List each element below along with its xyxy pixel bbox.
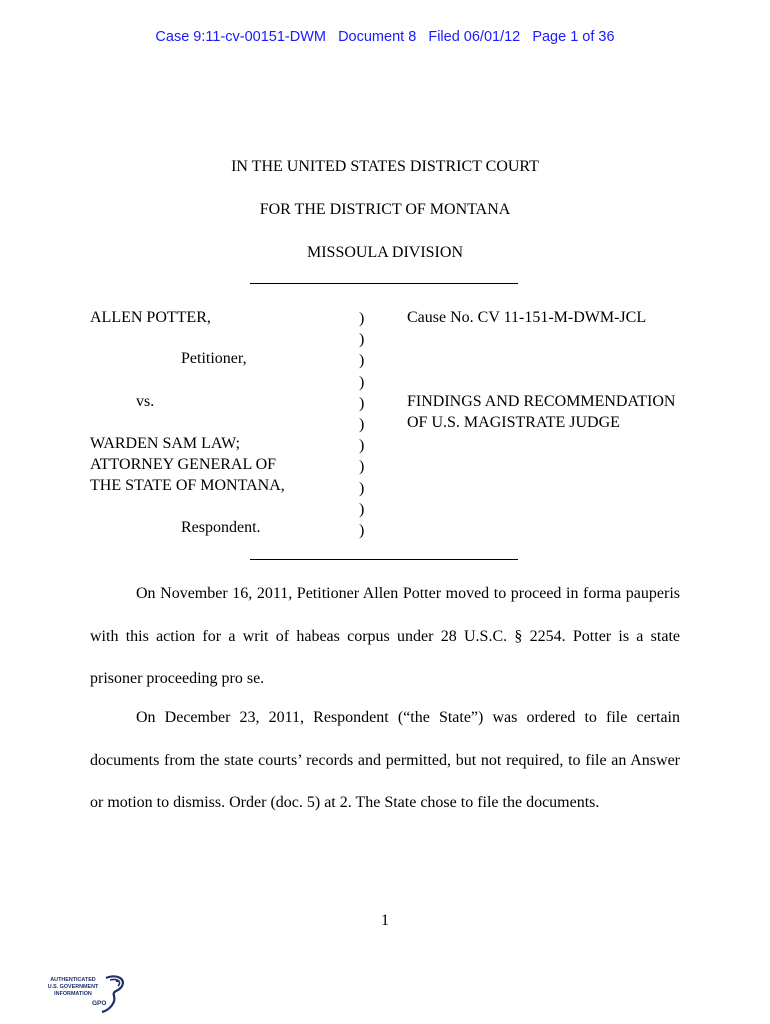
- district-line: FOR THE DISTRICT OF MONTANA: [259, 201, 511, 218]
- eagle-head-icon: [110, 979, 120, 986]
- logo-text-line-1: AUTHENTICATED: [50, 977, 96, 983]
- respondent-role: Respondent.: [181, 519, 261, 536]
- logo-text-line-3: INFORMATION: [54, 991, 92, 997]
- filing-stamp: Case 9:11-cv-00151-DWM Document 8 Filed 06/01/12 Page 1 of 36: [155, 29, 615, 45]
- cause-number: Cause No. CV 11-151-M-DWM-JCL: [407, 309, 647, 326]
- respondent-line-2: ATTORNEY GENERAL OF: [90, 456, 277, 473]
- caption-separator: ): [359, 331, 365, 349]
- petitioner-role: Petitioner,: [181, 350, 247, 367]
- document-title-line-2: OF U.S. MAGISTRATE JUDGE: [407, 414, 620, 431]
- logo-gpo-mark: GPO: [92, 1000, 107, 1007]
- division-line: MISSOULA DIVISION: [306, 244, 463, 261]
- caption-separator-column: [359, 308, 364, 541]
- versus-label: vs.: [136, 393, 155, 410]
- caption-separator: ): [359, 373, 365, 391]
- body-paragraph-1: On November 16, 2011, Petitioner Allen Potter moved to proceed in forma pauperis with this action for a writ of habeas corpus under 28 U.S.C. § 2254. Potter is a state prisoner proceeding pro se.: [90, 585, 680, 688]
- caption-separator: ): [359, 479, 365, 497]
- caption-separator: ): [359, 522, 365, 540]
- caption-separator: ): [359, 500, 365, 518]
- gpo-authentication-logo: [44, 972, 128, 1016]
- page-number: 1: [381, 912, 389, 929]
- caption-bottom-rule: [250, 559, 518, 560]
- caption-separator: ): [359, 437, 365, 455]
- respondent-line-1: WARDEN SAM LAW;: [90, 435, 241, 452]
- caption-separator: ): [359, 310, 365, 327]
- body-paragraph-2: On December 23, 2011, Respondent (“the State”) was ordered to file certain documents from the state courts’ records and permitted, but not required, to file an Answer or motion to dismiss. Order (doc. 5) at 2. The State chose to file the documents.: [90, 709, 680, 812]
- petitioner-name: ALLEN POTTER,: [90, 309, 211, 326]
- caption-separator: ): [359, 352, 365, 370]
- caption-top-rule: [250, 283, 518, 284]
- caption-separator: ): [359, 458, 365, 476]
- logo-text-line-2: U.S. GOVERNMENT: [47, 984, 99, 990]
- respondent-line-3: THE STATE OF MONTANA,: [90, 477, 285, 494]
- eagle-eye-icon: [116, 980, 118, 982]
- document-title-line-1: FINDINGS AND RECOMMENDATION: [407, 393, 676, 410]
- caption-separator: ): [359, 416, 365, 434]
- caption-separator: ): [359, 394, 365, 412]
- court-name-line: IN THE UNITED STATES DISTRICT COURT: [231, 158, 539, 175]
